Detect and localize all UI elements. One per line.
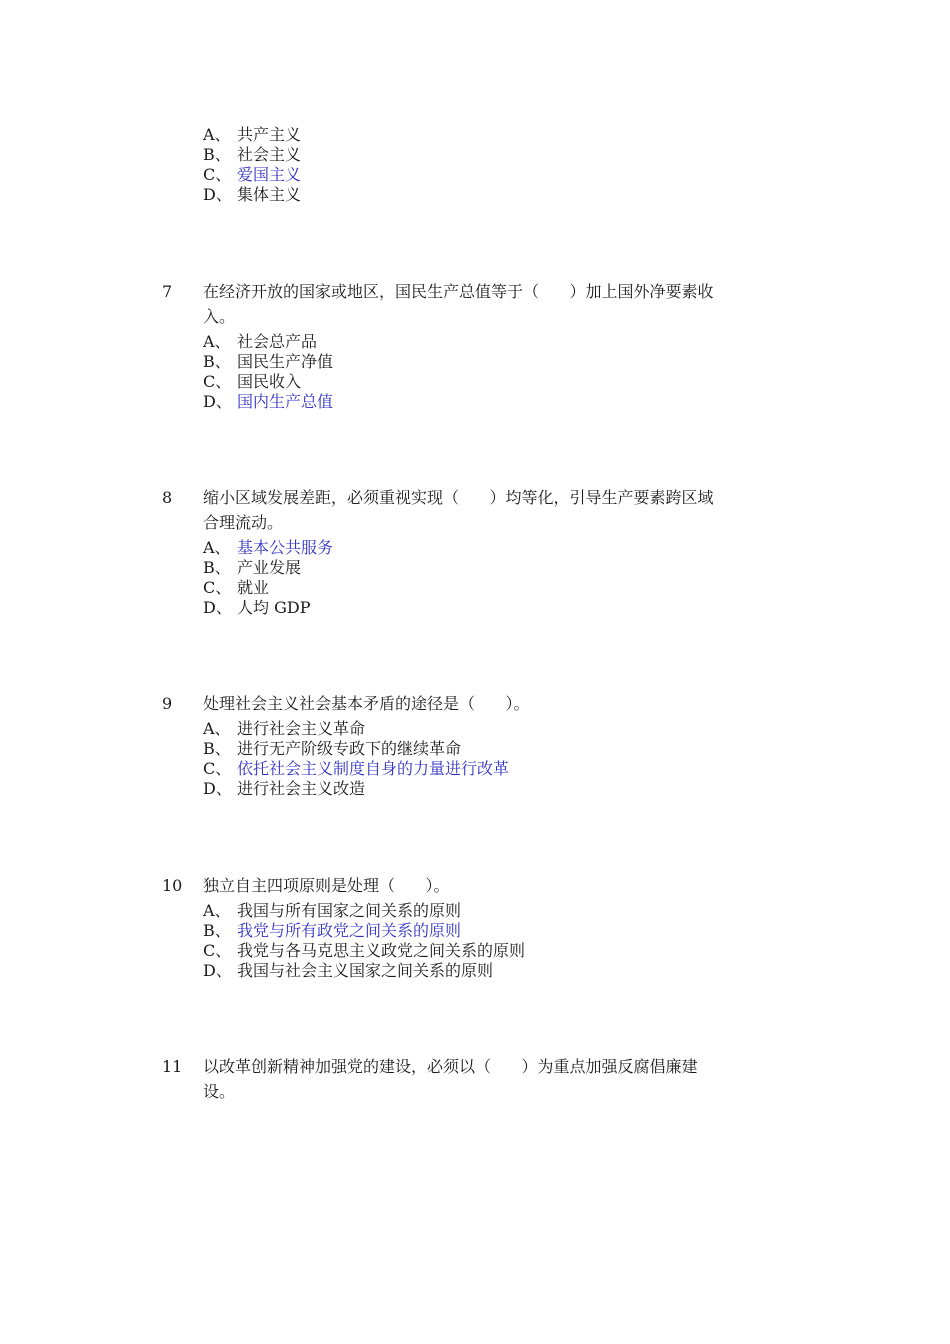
option-letter: D、 [203, 779, 232, 798]
option-text: 社会总产品 [237, 332, 318, 351]
option [203, 598, 310, 618]
option-letter: C、 [203, 372, 232, 391]
option-text: 爱国主义 [237, 165, 302, 184]
stem-line: 独立自主四项原则是处理（ ）。 [203, 876, 450, 895]
option-text: 产业发展 [237, 558, 302, 577]
question-stem [203, 488, 803, 538]
option-text: 进行社会主义改造 [237, 779, 366, 798]
question-stem [203, 282, 803, 332]
option [203, 185, 301, 205]
option-text: 依托社会主义制度自身的力量进行改革 [237, 759, 510, 778]
option-text: 集体主义 [237, 185, 302, 204]
option-letter: B、 [203, 145, 231, 164]
option [203, 145, 301, 165]
option-correct [203, 921, 461, 941]
option-letter: D、 [203, 961, 232, 980]
option-text: 国民收入 [237, 372, 302, 391]
option [203, 901, 461, 921]
question-number: 8 [162, 488, 173, 507]
question-stem [203, 1057, 803, 1107]
option-text: 国内生产总值 [237, 392, 334, 411]
option [203, 719, 365, 739]
option-correct [203, 538, 333, 558]
stem-line: 在经济开放的国家或地区，国民生产总值等于（ ）加上国外净要素收 [203, 282, 714, 301]
option [203, 941, 525, 961]
option-letter: C、 [203, 759, 232, 778]
option-letter: C、 [203, 941, 232, 960]
option-text: 进行无产阶级专政下的继续革命 [237, 739, 462, 758]
option [203, 332, 317, 352]
option-letter: C、 [203, 165, 232, 184]
option-letter: A、 [203, 332, 231, 351]
stem-line: 缩小区域发展差距，必须重视实现（ ）均等化，引导生产要素跨区域 [203, 488, 714, 507]
option-letter: C、 [203, 578, 232, 597]
option [203, 558, 301, 578]
option-letter: B、 [203, 558, 231, 577]
option-text: 我国与所有国家之间关系的原则 [237, 901, 462, 920]
option [203, 352, 333, 372]
stem-line: 入。 [203, 307, 236, 326]
option-text: 我国与社会主义国家之间关系的原则 [237, 961, 494, 980]
question-number: 11 [162, 1057, 183, 1076]
stem-line: 合理流动。 [203, 513, 284, 532]
option-letter: A、 [203, 538, 231, 557]
question-number: 7 [162, 282, 173, 301]
question-stem [203, 694, 803, 719]
option-text: 国民生产净值 [237, 352, 334, 371]
option-letter: B、 [203, 921, 231, 940]
option-text: 我党与各马克思主义政党之间关系的原则 [237, 941, 526, 960]
option-correct [203, 759, 509, 779]
option-text: 就业 [237, 578, 270, 597]
stem-line: 处理社会主义社会基本矛盾的途径是（ ）。 [203, 694, 530, 713]
option-letter: B、 [203, 739, 231, 758]
option-letter: A、 [203, 719, 231, 738]
option [203, 779, 365, 799]
stem-line: 设。 [203, 1082, 236, 1101]
option-text: 基本公共服务 [237, 538, 334, 557]
option-letter: D、 [203, 392, 232, 411]
question-number: 10 [162, 876, 183, 895]
question-number: 9 [162, 694, 173, 713]
option-text: 我党与所有政党之间关系的原则 [237, 921, 462, 940]
option-letter: D、 [203, 185, 232, 204]
option [203, 739, 461, 759]
option-letter: A、 [203, 901, 231, 920]
option [203, 578, 269, 598]
option [203, 961, 493, 981]
option-letter: D、 [203, 598, 232, 617]
option-text: 人均 GDP [237, 598, 311, 617]
option-correct [203, 165, 301, 185]
option-correct [203, 392, 333, 412]
option [203, 372, 301, 392]
option-text: 共产主义 [237, 125, 302, 144]
option [203, 125, 301, 145]
question-stem [203, 876, 803, 901]
option-text: 进行社会主义革命 [237, 719, 366, 738]
stem-line: 以改革创新精神加强党的建设，必须以（ ）为重点加强反腐倡廉建 [203, 1057, 698, 1076]
option-letter: B、 [203, 352, 231, 371]
option-text: 社会主义 [237, 145, 302, 164]
option-letter: A、 [203, 125, 231, 144]
